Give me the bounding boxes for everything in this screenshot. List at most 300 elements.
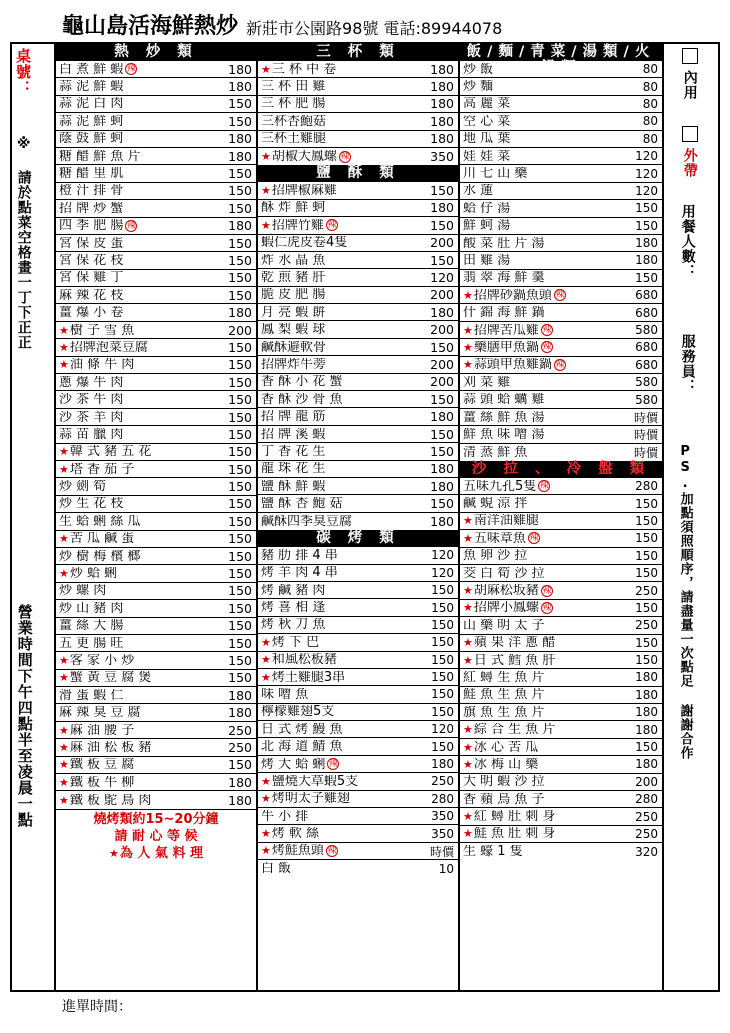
menu-item-row[interactable]	[258, 599, 458, 616]
menu-item-price: 150	[228, 548, 252, 564]
menu-item-label: 鹽 酥 杏 鮑 菇	[261, 497, 343, 511]
menu-item-row[interactable]	[460, 270, 662, 287]
menu-item-price: 150	[431, 704, 454, 719]
menu-item-name	[460, 601, 618, 614]
menu-item-name	[56, 567, 218, 580]
menu-item-price: 180	[228, 148, 252, 164]
menu-item-row[interactable]	[258, 617, 458, 634]
menu-item-row[interactable]	[258, 182, 458, 199]
menu-item-price: 200	[430, 322, 454, 338]
menu-item-name	[460, 306, 618, 319]
menu-item-name	[56, 602, 218, 615]
menu-item-row[interactable]	[258, 756, 458, 773]
menu-item-name	[56, 706, 218, 719]
menu-item-label: 豬 肋 排 4 串	[261, 548, 338, 562]
menu-item-price: 150	[228, 757, 252, 773]
menu-item-row[interactable]	[460, 235, 662, 252]
menu-item-price: 680	[635, 357, 658, 372]
menu-item-row[interactable]	[56, 426, 256, 443]
menu-item-row[interactable]	[460, 669, 662, 686]
menu-item-row[interactable]	[56, 600, 256, 617]
menu-item-row[interactable]	[56, 78, 256, 95]
menu-column-1	[56, 44, 258, 990]
menu-item-row[interactable]	[460, 374, 662, 391]
menu-item-row[interactable]	[460, 113, 662, 130]
menu-item-price: 180	[635, 722, 658, 737]
menu-item-label: 宮 保 花 枝	[59, 253, 124, 267]
menu-item-label: 茭 白 筍 沙 拉	[463, 566, 545, 580]
menu-item-label: 宮 保 雞 丁	[59, 271, 124, 285]
menu-item-name	[258, 810, 414, 823]
menu-item-row[interactable]	[460, 96, 662, 113]
menu-item-row[interactable]	[460, 513, 662, 530]
menu-item-price: 時價	[633, 445, 658, 460]
menu-item-label: 紅 蟳 生 魚 片	[463, 670, 545, 684]
take-out-checkbox[interactable]	[682, 126, 698, 142]
menu-item-row[interactable]	[258, 200, 458, 217]
menu-item-row[interactable]	[258, 478, 458, 495]
menu-item-row[interactable]	[258, 495, 458, 512]
menu-item-name	[460, 411, 618, 424]
spicy-icon: 辣	[529, 533, 539, 544]
menu-item-label: 酸 菜 肚 片 湯	[463, 236, 545, 250]
menu-item-row[interactable]	[258, 652, 458, 669]
dine-in-checkbox[interactable]	[682, 48, 698, 64]
star-icon: ★	[463, 757, 473, 771]
menu-item-name	[258, 671, 414, 684]
menu-item-label: 清 蒸 鮮 魚	[463, 445, 528, 459]
spicy-icon: 辣	[542, 342, 552, 353]
menu-item-row[interactable]	[460, 791, 662, 808]
spicy-icon: 辣	[555, 359, 565, 370]
menu-item-row[interactable]	[460, 426, 662, 443]
menu-item-name	[258, 115, 420, 128]
menu-item-price: 250	[431, 774, 454, 789]
menu-item-row[interactable]	[258, 61, 458, 78]
order-time-row	[10, 996, 720, 1016]
menu-item-row[interactable]	[460, 148, 662, 165]
menu-item-label: 蒜頭甲魚雞鍋	[473, 358, 552, 372]
section-items	[460, 478, 662, 861]
menu-item-name	[56, 393, 218, 406]
menu-item-row[interactable]	[258, 565, 458, 582]
menu-item-label: 胡椒大鳳螺	[271, 150, 337, 164]
menu-item-price: 150	[228, 409, 252, 425]
menu-item-label: 鮭 魚 肚 刺 身	[473, 827, 556, 841]
ordering-note: ※ 請於點菜空格畫一丁下正正	[15, 136, 32, 350]
menu-item-row[interactable]	[56, 409, 256, 426]
menu-item-name	[258, 618, 414, 631]
menu-item-row[interactable]	[460, 165, 662, 182]
menu-item-row[interactable]	[258, 148, 458, 165]
menu-item-name	[56, 80, 218, 93]
menu-item-row[interactable]	[460, 774, 662, 791]
promo-line-2: 請 耐 心 等 候	[114, 828, 198, 844]
menu-item-price: 150	[431, 652, 454, 667]
menu-item-name	[258, 862, 414, 875]
menu-item-row[interactable]	[258, 339, 458, 356]
menu-item-name	[56, 132, 218, 145]
menu-item-row[interactable]	[460, 704, 662, 721]
menu-item-price: 180	[430, 513, 454, 529]
star-icon: ★	[463, 340, 473, 354]
menu-item-row[interactable]	[258, 738, 458, 755]
menu-item-row[interactable]	[258, 843, 458, 860]
star-icon: ★	[463, 323, 473, 337]
menu-item-label: 脆 皮 肥 腸	[261, 288, 326, 302]
menu-item-row[interactable]	[460, 78, 662, 95]
menu-item-name	[258, 63, 420, 76]
menu-item-price: 150	[228, 618, 252, 634]
menu-item-label: 招牌竹雞	[271, 218, 324, 232]
menu-item-row[interactable]	[56, 670, 256, 687]
menu-item-row[interactable]	[460, 304, 662, 321]
menu-item-name	[56, 341, 218, 354]
take-out-label: 外帶	[681, 148, 698, 178]
menu-item-row[interactable]	[56, 635, 256, 652]
menu-item-row[interactable]	[258, 426, 458, 443]
menu-item-row[interactable]	[56, 478, 256, 495]
menu-item-name	[258, 97, 420, 110]
menu-item-label: 橙 汁 排 骨	[59, 184, 124, 198]
menu-item-row[interactable]	[258, 287, 458, 304]
section-title: 沙 拉 、 冷 盤 類	[460, 461, 662, 478]
menu-item-row[interactable]	[258, 860, 458, 877]
menu-item-price: 180	[430, 461, 454, 477]
menu-item-row[interactable]	[258, 461, 458, 478]
right-strip	[662, 44, 718, 990]
menu-item-row[interactable]	[56, 113, 256, 130]
menu-item-row[interactable]	[258, 721, 458, 738]
menu-item-row[interactable]	[56, 565, 256, 582]
menu-item-name	[460, 97, 618, 110]
menu-item-row[interactable]	[460, 548, 662, 565]
menu-item-row[interactable]	[56, 287, 256, 304]
menu-item-row[interactable]	[460, 218, 662, 235]
menu-item-name	[56, 654, 218, 667]
menu-item-row[interactable]	[460, 61, 662, 78]
menu-item-row[interactable]	[460, 635, 662, 652]
star-icon: ★	[59, 567, 69, 581]
menu-item-row[interactable]	[460, 565, 662, 582]
menu-item-row[interactable]	[258, 513, 458, 530]
menu-item-name	[56, 671, 218, 684]
menu-item-row[interactable]	[56, 235, 256, 252]
menu-item-row[interactable]	[56, 96, 256, 113]
shop-address-phone: 新莊市公園路98號 電話:89944078	[246, 19, 503, 38]
menu-item-row[interactable]	[56, 496, 256, 513]
menu-item-row[interactable]	[258, 78, 458, 95]
menu-item-label: 炒 螺 肉	[59, 584, 107, 598]
checkbox-icon[interactable]	[682, 48, 698, 64]
menu-item-price: 150	[228, 566, 252, 582]
menu-item-price: 320	[635, 844, 658, 859]
menu-item-label: 宮 保 皮 蛋	[59, 236, 124, 250]
menu-item-row[interactable]	[460, 582, 662, 599]
menu-item-label: 蝦仁虎皮卷4隻	[261, 236, 348, 250]
menu-item-label: 招 牌 溪 蝦	[261, 427, 326, 441]
menu-item-label: 鐵 板 牛 柳	[69, 775, 135, 789]
menu-item-row[interactable]	[460, 721, 662, 738]
menu-item-row[interactable]	[56, 270, 256, 287]
menu-item-name	[460, 150, 618, 163]
menu-item-name	[258, 705, 414, 718]
menu-item-row[interactable]	[56, 513, 256, 530]
star-icon: ★	[463, 601, 473, 615]
menu-item-row[interactable]	[460, 617, 662, 634]
menu-item-row[interactable]	[258, 235, 458, 252]
menu-item-price: 150	[430, 391, 454, 407]
order-time-label: 進單時間：	[62, 999, 132, 1015]
menu-item-row[interactable]	[258, 304, 458, 321]
menu-item-row[interactable]	[258, 131, 458, 148]
menu-item-row[interactable]	[56, 252, 256, 269]
menu-item-price: 250	[635, 809, 658, 824]
menu-item-row[interactable]	[258, 96, 458, 113]
menu-item-label: 紅 蟳 肚 刺 身	[473, 810, 556, 824]
menu-item-label: 沙 茶 牛 肉	[59, 393, 124, 407]
menu-item-name	[460, 271, 618, 284]
menu-item-row[interactable]	[56, 739, 256, 756]
menu-item-row[interactable]	[258, 374, 458, 391]
menu-item-row[interactable]	[258, 825, 458, 842]
menu-item-row[interactable]	[460, 252, 662, 269]
menu-item-row[interactable]	[56, 652, 256, 669]
menu-item-row[interactable]	[56, 444, 256, 461]
menu-item-row[interactable]	[56, 704, 256, 721]
menu-item-row[interactable]	[56, 61, 256, 78]
menu-item-row[interactable]	[56, 774, 256, 791]
menu-item-label: 龍 珠 花 生	[261, 462, 326, 476]
menu-item-row[interactable]	[460, 357, 662, 374]
menu-item-label: 蒜 泥 鮮 蝦	[59, 80, 124, 94]
menu-item-row[interactable]	[460, 687, 662, 704]
menu-item-name	[258, 653, 414, 666]
menu-item-row[interactable]	[258, 686, 458, 703]
menu-item-price: 180	[228, 705, 252, 721]
menu-item-price: 150	[430, 217, 454, 233]
menu-item-name	[56, 689, 218, 702]
menu-item-row[interactable]	[460, 808, 662, 825]
menu-item-price: 180	[228, 687, 252, 703]
menu-item-price: 180	[228, 218, 252, 234]
menu-item-price: 80	[642, 131, 658, 146]
menu-item-row[interactable]	[258, 356, 458, 373]
menu-item-row[interactable]	[56, 131, 256, 148]
menu-item-label: 刈 菜 雞	[463, 375, 511, 389]
menu-item-price: 580	[635, 375, 658, 390]
menu-item-row[interactable]	[56, 183, 256, 200]
menu-item-name	[258, 150, 420, 163]
menu-item-row[interactable]	[56, 218, 256, 235]
menu-item-row[interactable]	[258, 704, 458, 721]
menu-item-row[interactable]	[460, 200, 662, 217]
menu-item-row[interactable]	[56, 304, 256, 321]
menu-item-row[interactable]	[258, 634, 458, 651]
menu-item-label: 招牌泡菜豆腐	[69, 340, 148, 354]
menu-item-row[interactable]	[258, 773, 458, 790]
menu-item-label: 白 煮 鮮 蝦	[59, 62, 124, 76]
menu-item-price: 120	[635, 149, 658, 164]
menu-item-name	[56, 445, 218, 458]
menu-item-name	[258, 723, 414, 736]
menu-item-name	[460, 428, 618, 441]
menu-item-row[interactable]	[460, 495, 662, 512]
menu-item-price: 180	[430, 131, 454, 147]
menu-item-name	[56, 515, 218, 528]
menu-item-name	[460, 167, 618, 180]
menu-item-row[interactable]	[258, 443, 458, 460]
menu-item-row[interactable]	[258, 269, 458, 286]
menu-item-name	[460, 202, 618, 215]
menu-item-name	[56, 202, 218, 215]
menu-item-row[interactable]	[56, 757, 256, 774]
guest-count-label: 用餐人數：	[679, 204, 696, 279]
menu-item-name	[258, 393, 420, 406]
menu-item-price: 120	[431, 565, 454, 580]
menu-item-row[interactable]	[258, 808, 458, 825]
menu-item-price: 150	[430, 496, 454, 512]
menu-item-price: 120	[430, 269, 454, 285]
menu-item-row[interactable]	[56, 461, 256, 478]
promo-line-3	[56, 845, 256, 862]
menu-item-row[interactable]	[56, 148, 256, 165]
menu-item-row[interactable]	[460, 756, 662, 773]
menu-item-name	[56, 289, 218, 302]
menu-item-row[interactable]	[56, 357, 256, 374]
menu-item-row[interactable]	[258, 217, 458, 234]
menu-item-row[interactable]	[258, 669, 458, 686]
star-icon: ★	[109, 846, 119, 860]
menu-item-row[interactable]	[56, 391, 256, 408]
menu-item-label: 北 海 道 鯖 魚	[261, 740, 343, 754]
star-icon: ★	[59, 740, 69, 754]
menu-item-row[interactable]	[460, 131, 662, 148]
star-icon: ★	[463, 514, 473, 528]
menu-item-price: 120	[431, 722, 454, 737]
checkbox-icon[interactable]	[682, 126, 698, 142]
menu-item-row[interactable]	[258, 113, 458, 130]
menu-item-row[interactable]	[460, 478, 662, 495]
menu-item-row[interactable]	[460, 409, 662, 426]
menu-item-name	[460, 63, 618, 76]
menu-item-row[interactable]	[56, 791, 256, 808]
menu-item-row[interactable]	[460, 530, 662, 547]
menu-item-row[interactable]	[258, 791, 458, 808]
menu-item-price: 150	[228, 531, 252, 547]
section-title: 熱 炒 類	[56, 44, 256, 61]
menu-item-label: 蒜 頭 蛤 蠣 雞	[463, 393, 545, 407]
table-number-label: 桌號：	[14, 48, 32, 96]
menu-item-label: 薑 爆 小 卷	[59, 306, 124, 320]
menu-item-row[interactable]	[56, 583, 256, 600]
menu-item-row[interactable]	[460, 183, 662, 200]
menu-item-row[interactable]	[56, 618, 256, 635]
menu-item-row[interactable]	[258, 321, 458, 338]
menu-item-price: 150	[228, 479, 252, 495]
menu-item-name	[258, 219, 420, 232]
menu-item-price: 150	[635, 740, 658, 755]
menu-item-name	[258, 184, 420, 197]
menu-item-row[interactable]	[56, 339, 256, 356]
menu-item-row[interactable]	[56, 687, 256, 704]
menu-item-name	[460, 219, 618, 232]
menu-item-row[interactable]	[258, 408, 458, 425]
menu-item-row[interactable]	[258, 391, 458, 408]
star-icon: ★	[463, 827, 473, 841]
menu-item-row[interactable]	[258, 547, 458, 564]
menu-item-price: 280	[635, 479, 658, 494]
menu-item-row[interactable]	[56, 165, 256, 182]
menu-item-name	[460, 132, 618, 145]
menu-item-name	[56, 184, 218, 197]
menu-item-price: 150	[635, 635, 658, 650]
star-icon: ★	[463, 740, 473, 754]
menu-item-label: 鐵 板 豆 腐	[69, 758, 135, 772]
menu-item-name	[460, 289, 618, 302]
menu-item-row[interactable]	[460, 843, 662, 860]
menu-item-row[interactable]	[460, 391, 662, 408]
menu-item-row[interactable]	[460, 826, 662, 843]
menu-item-row[interactable]	[56, 374, 256, 391]
menu-item-label: 招牌椒麻雞	[271, 184, 337, 198]
menu-item-row[interactable]	[460, 287, 662, 304]
menu-item-label: 糖 醋 鮮 魚 片	[59, 149, 141, 163]
menu-item-row[interactable]	[460, 600, 662, 617]
menu-item-label: 魚 卵 沙 拉	[463, 549, 528, 563]
menu-item-price: 180	[430, 200, 454, 216]
menu-item-row[interactable]	[56, 322, 256, 339]
menu-item-row[interactable]	[460, 652, 662, 669]
menu-item-row[interactable]	[258, 582, 458, 599]
menu-item-label: 鮭 魚 生 魚 片	[463, 688, 545, 702]
menu-item-label: 炸 水 晶 魚	[261, 253, 326, 267]
menu-item-name	[258, 549, 414, 562]
menu-item-price: 120	[431, 548, 454, 563]
menu-item-name	[258, 341, 420, 354]
menu-item-name	[56, 463, 218, 476]
menu-item-row[interactable]	[56, 548, 256, 565]
menu-item-name	[258, 236, 420, 249]
menu-item-name	[258, 271, 420, 284]
menu-item-name	[258, 254, 420, 267]
menu-item-row[interactable]	[460, 444, 662, 461]
menu-item-row[interactable]	[460, 322, 662, 339]
menu-item-row[interactable]	[56, 722, 256, 739]
menu-item-row[interactable]	[56, 200, 256, 217]
menu-item-price: 150	[228, 583, 252, 599]
menu-item-name	[56, 271, 218, 284]
menu-item-label: 高 麗 菜	[463, 97, 511, 111]
menu-item-name	[258, 80, 420, 93]
menu-item-label: 沙 茶 羊 肉	[59, 410, 124, 424]
menu-item-label: 五味章魚	[473, 531, 526, 545]
section-title: 飯/麵/青菜/湯類/火鍋類	[460, 44, 662, 61]
menu-item-row[interactable]	[460, 339, 662, 356]
menu-item-row[interactable]	[56, 531, 256, 548]
menu-item-price: 150	[430, 339, 454, 355]
menu-column-2	[258, 44, 460, 990]
menu-item-label: 山 藥 明 太 子	[463, 618, 545, 632]
menu-item-price: 時價	[633, 427, 658, 442]
menu-item-price: 150	[635, 531, 658, 546]
menu-item-row[interactable]	[460, 739, 662, 756]
menu-item-row[interactable]	[258, 252, 458, 269]
menu-item-price: 120	[635, 183, 658, 198]
menu-item-name	[56, 724, 218, 737]
menu-item-name	[258, 844, 414, 857]
menu-item-price: 80	[642, 79, 658, 94]
